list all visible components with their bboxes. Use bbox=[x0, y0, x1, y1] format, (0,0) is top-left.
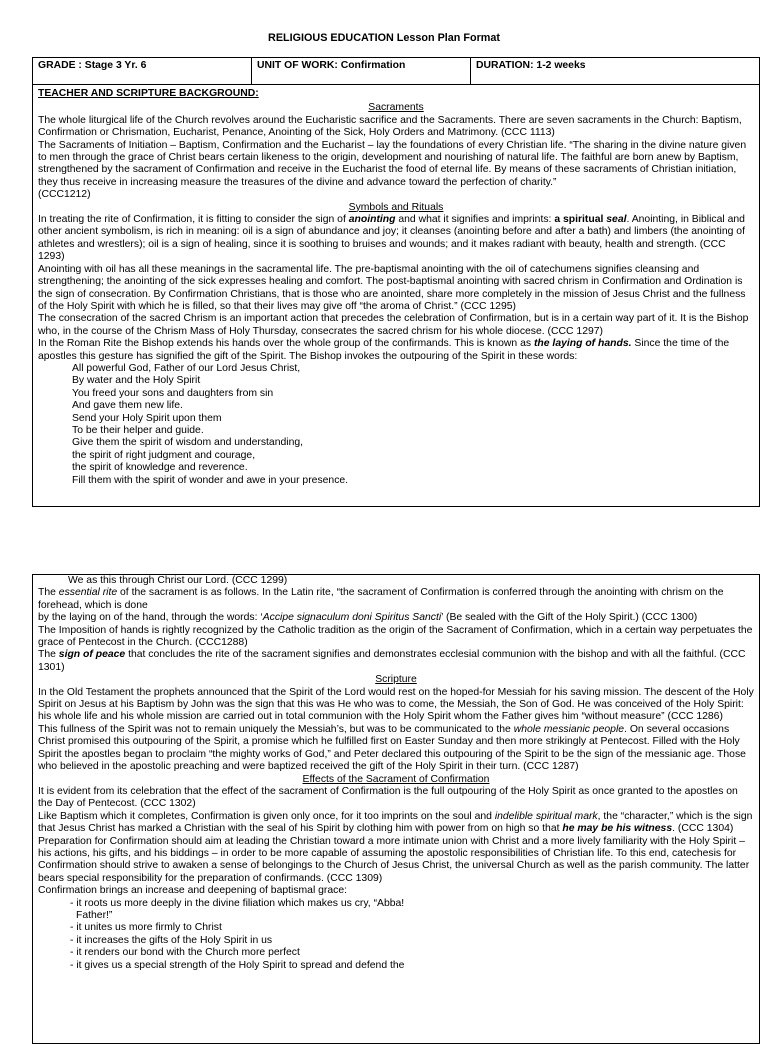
paragraph: Like Baptism which it completes, Confirmation is given only once, for it too imprints on the soul and indelible spiritual mark, the “character,” which is the sign that Jesus Christ has marked a Christian with the seal of his Spirit by clothing him with power from on high so that he may be his witness. (CCC 1304) bbox=[38, 810, 753, 835]
paragraph: The consecration of the sacred Chrism is an important action that precedes the celebration of Confirmation, but is in a certain way part of it. It is the Bishop who, in the course of the Chrism Mass of Holy Thursday, consecrates the sacred chrism for his whole diocese. (CCC 1297) bbox=[38, 313, 749, 337]
list-item-continued: Father!” bbox=[76, 909, 113, 921]
paragraph: It is evident from its celebration that the effect of the sacrament of Confirmation is the full outpouring of the Holy Spirit as once granted to the apostles on the Day of Pentecost. (CCC 1302) bbox=[38, 785, 738, 810]
paragraph: The whole liturgical life of the Church revolves around the Eucharistic sacrifice and the Sacraments. There are seven sacraments in the Church: Baptism, Confirmation or Chrismation, Eucharist, Penance, Anointing of the Sick, Holy Orders and Matrimony. (CCC 1113) bbox=[38, 114, 742, 139]
prayer-line: Give them the spirit of wisdom and understanding, bbox=[72, 437, 304, 449]
paragraph: This fullness of the Spirit was not to remain uniquely the Messiah’s, but was to be communicated to the whole messianic people. On several occasions Christ promised this outpouring of the Spirit, a promise which he fulfilled first on Easter Sunday and then more strikingly at Pentecost. Filled with the Holy Spirit the apostles began to proclaim “the mighty works of God,” and Peter declared this outpouring of the Spirit to be the sign of the messianic age. Those who believed in the apostolic preaching and were baptized received the gift of the Holy Spirit in their turn. (CCC 1287) bbox=[38, 723, 746, 773]
prayer-line: To be their helper and guide. bbox=[72, 424, 204, 436]
continued-section bbox=[32, 574, 760, 1044]
list-item: - it gives us a special strength of the Holy Spirit to spread and defend the bbox=[70, 959, 405, 971]
paragraph: In the Roman Rite the Bishop extends his hands over the whole group of the confirmands. This is known as the laying of hands. Since the time of the apostles this gesture has signified the gift of the Spirit. The Bishop invokes the outpouring of the Spirit in these words: bbox=[38, 338, 730, 362]
page-title: RELIGIOUS EDUCATION Lesson Plan Format bbox=[268, 32, 500, 44]
prayer-line: the spirit of knowledge and reverence. bbox=[72, 462, 248, 474]
unit-cell: UNIT OF WORK: Confirmation bbox=[251, 58, 470, 84]
paragraph: The Imposition of hands is rightly recognized by the Catholic tradition as the origin of the Sacrament of Confirmation, which in a certain way perpetuates the grace of Pentecost in the Church. (CCC1288) bbox=[38, 624, 753, 649]
list-item: - it roots us more deeply in the divine filiation which makes us cry, “Abba! bbox=[70, 897, 405, 909]
reference: (CCC1212) bbox=[38, 189, 91, 201]
symbols-heading: Symbols and Rituals bbox=[348, 201, 444, 213]
paragraph: In treating the rite of Confirmation, it is fitting to consider the sign of anointing and what it signifies and imprints: a spiritual seal. Anointing, in Biblical and other ancient symbolism, is rich in meaning: oil is a sign of abundance and joy; it cleanses (anointing before and after a bath) and limbers (the anointing of athletes and wrestlers); oil is a sign of healing, since it is soothing to bruises and wounds; and it makes radiant with beauty, health and strength. (CCC 1293) bbox=[38, 214, 745, 263]
prayer-line: You freed your sons and daughters from sin bbox=[72, 387, 274, 399]
prayer-ending: We as this through Christ our Lord. (CCC 1299) bbox=[68, 575, 288, 586]
paragraph: The essential rite of the sacrament is as follows. In the Latin rite, “the sacrament of Confirmation is conferred through the anointing with chrism on the forehead, which is done bbox=[38, 587, 724, 611]
prayer-line: Send your Holy Spirit upon them bbox=[72, 412, 222, 424]
paragraph: by the laying on of the hand, through the words: ‘Accipe signaculum doni Spiritus Sancti’ (Be sealed with the Gift of the Holy Spirit.) (CCC 1300) bbox=[38, 612, 698, 624]
prayer-line: the spirit of right judgment and courage, bbox=[72, 449, 256, 461]
sacraments-heading: Sacraments bbox=[368, 102, 424, 114]
paragraph: In the Old Testament the prophets announced that the Spirit of the Lord would rest on the hoped-for Messiah for his saving mission. The descent of the Holy Spirit on Jesus at his Baptism by John was the sign that this was He who was to come, the Messiah, the Son of God. He was conceived of the Holy Spirit: his whole life and his whole mission are carried out in total communion with the Holy Spirit whom the Father gives him “without measure” (CCC 1286) bbox=[38, 686, 754, 723]
prayer-line: By water and the Holy Spirit bbox=[72, 375, 201, 387]
prayer-block bbox=[38, 363, 754, 487]
list-item: - it increases the gifts of the Holy Spirit in us bbox=[70, 934, 273, 946]
prayer-line: Fill them with the spirit of wonder and awe in your presence. bbox=[72, 474, 349, 486]
list-item: - it unites us more firmly to Christ bbox=[70, 922, 222, 934]
paragraph: Anointing with oil has all these meanings in the sacramental life. The pre-baptismal anointing with the oil of catechumens signifies cleansing and strengthening; the anointing of the sick expresses healing and comfort. The post-baptismal anointing with sacred chrism in Confirmation and Ordination is the sign of consecration. By Confirmation Christians, that is those who are anointed, share more completely in the mission of Jesus Christ and the fullness of the Holy Spirit with which he is filled, so that their lives may give off “the aroma of Christ.” (CCC 1295) bbox=[38, 263, 746, 312]
prayer-line: All powerful God, Father of our Lord Jesus Christ, bbox=[72, 362, 301, 374]
scripture-heading: Scripture bbox=[375, 674, 417, 686]
prayer-line: And gave them new life. bbox=[72, 400, 183, 412]
background-section bbox=[32, 84, 760, 507]
paragraph: Preparation for Confirmation should aim at leading the Christian toward a more intimate union with Christ and a more lively familiarity with the Holy Spirit – his actions, his gifts, and his biddings – in order to be more capable of assuming the apostolic responsibilities of Christian life. To this end, catechesis for Confirmation should strive to awaken a sense of belongings to the Church of Jesus Christ, the universal Church as well as the parish community. The latter bears special responsibility for the preparation of confirmands. (CCC 1309) bbox=[38, 835, 750, 884]
effects-heading: Effects of the Sacrament of Confirmation bbox=[302, 773, 490, 785]
paragraph: Confirmation brings an increase and deepening of baptismal grace: bbox=[38, 885, 348, 897]
paragraph: The Sacraments of Initiation – Baptism, Confirmation and the Eucharist – lay the foundations of every Christian life. “The sharing in the divine nature given to men through the grace of Christ bears certain likeness to the origin, development and nourishing of natural life. The faithful are born anew by Baptism, strengthened by the sacrament of Confirmation and receive in the Eucharist the food of eternal life. By means of these sacraments of Christian initiation, they thus receive in increasing measure the treasures of the divine and advance toward the perfection of charity.” bbox=[38, 139, 747, 188]
lesson-header-table bbox=[32, 57, 760, 85]
list-item: - it renders our bond with the Church more perfect bbox=[70, 947, 300, 959]
grade-cell: GRADE : Stage 3 Yr. 6 bbox=[38, 60, 147, 71]
section-heading: TEACHER AND SCRIPTURE BACKGROUND: bbox=[38, 88, 259, 99]
duration-cell: DURATION: 1-2 weeks bbox=[470, 58, 759, 84]
paragraph: The sign of peace that concludes the rite of the sacrament signifies and demonstrates ecclesial communion with the bishop and with all the faithful. (CCC 1301) bbox=[38, 649, 746, 673]
